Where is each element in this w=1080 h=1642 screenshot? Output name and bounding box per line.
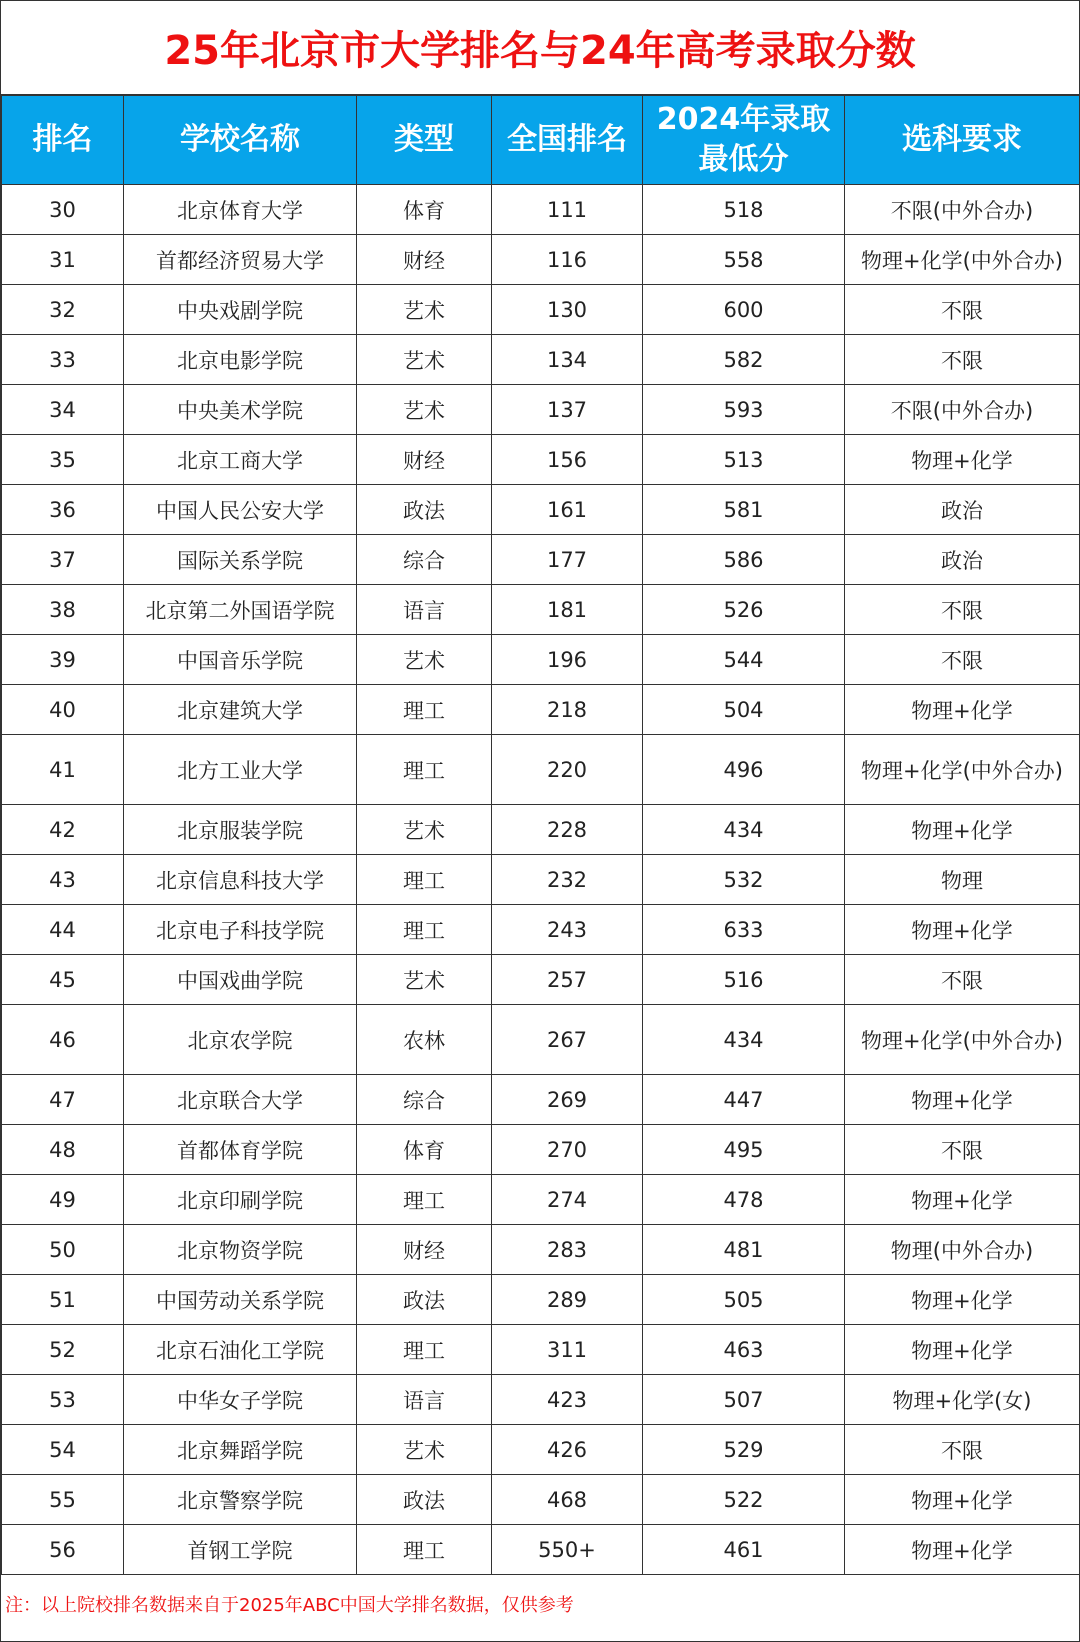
cell-type: 体育 — [357, 1125, 492, 1175]
cell-min-score: 593 — [643, 385, 845, 435]
cell-min-score: 516 — [643, 955, 845, 1005]
cell-min-score: 495 — [643, 1125, 845, 1175]
table-row — [2, 1425, 1080, 1475]
cell-type: 理工 — [357, 685, 492, 735]
cell-min-score: 504 — [643, 685, 845, 735]
cell-subject-requirement: 物理+化学 — [845, 685, 1080, 735]
table-row — [2, 585, 1080, 635]
cell-type: 理工 — [357, 735, 492, 805]
header-school-name: 学校名称 — [124, 96, 357, 185]
cell-national-rank: 181 — [492, 585, 643, 635]
cell-type: 艺术 — [357, 285, 492, 335]
table-row — [2, 955, 1080, 1005]
table-row — [2, 335, 1080, 385]
cell-rank: 48 — [2, 1125, 124, 1175]
table-row — [2, 435, 1080, 485]
cell-school-name: 中国戏曲学院 — [124, 955, 357, 1005]
table-row — [2, 1075, 1080, 1125]
cell-school-name: 中华女子学院 — [124, 1375, 357, 1425]
cell-rank: 55 — [2, 1475, 124, 1525]
table-row — [2, 905, 1080, 955]
cell-rank: 41 — [2, 735, 124, 805]
cell-type: 体育 — [357, 185, 492, 235]
cell-national-rank: 111 — [492, 185, 643, 235]
cell-school-name: 北京信息科技大学 — [124, 855, 357, 905]
cell-subject-requirement: 物理+化学 — [845, 1325, 1080, 1375]
cell-school-name: 北京建筑大学 — [124, 685, 357, 735]
cell-rank: 45 — [2, 955, 124, 1005]
table-row — [2, 1125, 1080, 1175]
cell-national-rank: 468 — [492, 1475, 643, 1525]
cell-national-rank: 156 — [492, 435, 643, 485]
table-row — [2, 235, 1080, 285]
cell-national-rank: 218 — [492, 685, 643, 735]
cell-type: 理工 — [357, 855, 492, 905]
cell-type: 语言 — [357, 585, 492, 635]
table-row — [2, 185, 1080, 235]
cell-type: 政法 — [357, 1275, 492, 1325]
cell-national-rank: 161 — [492, 485, 643, 535]
table-row — [2, 685, 1080, 735]
cell-rank: 32 — [2, 285, 124, 335]
cell-school-name: 北京第二外国语学院 — [124, 585, 357, 635]
cell-school-name: 中国音乐学院 — [124, 635, 357, 685]
ranking-table — [1, 95, 1080, 1575]
cell-min-score: 496 — [643, 735, 845, 805]
cell-rank: 31 — [2, 235, 124, 285]
cell-type: 艺术 — [357, 335, 492, 385]
cell-subject-requirement: 政治 — [845, 485, 1080, 535]
cell-school-name: 国际关系学院 — [124, 535, 357, 585]
cell-school-name: 北京舞蹈学院 — [124, 1425, 357, 1475]
cell-school-name: 中国劳动关系学院 — [124, 1275, 357, 1325]
cell-national-rank: 274 — [492, 1175, 643, 1225]
cell-rank: 49 — [2, 1175, 124, 1225]
cell-national-rank: 423 — [492, 1375, 643, 1425]
page-title: 25年北京市大学排名与24年高考录取分数 — [1, 1, 1079, 95]
cell-national-rank: 196 — [492, 635, 643, 685]
cell-subject-requirement: 物理(中外合办) — [845, 1225, 1080, 1275]
cell-national-rank: 220 — [492, 735, 643, 805]
table-header-row — [2, 96, 1080, 185]
table-row — [2, 1375, 1080, 1425]
cell-school-name: 中央戏剧学院 — [124, 285, 357, 335]
cell-min-score: 586 — [643, 535, 845, 585]
cell-min-score: 581 — [643, 485, 845, 535]
header-national-rank: 全国排名 — [492, 96, 643, 185]
cell-subject-requirement: 物理+化学(中外合办) — [845, 735, 1080, 805]
cell-rank: 47 — [2, 1075, 124, 1125]
cell-national-rank: 311 — [492, 1325, 643, 1375]
table-row — [2, 1525, 1080, 1575]
cell-school-name: 中国人民公安大学 — [124, 485, 357, 535]
cell-min-score: 481 — [643, 1225, 845, 1275]
cell-subject-requirement: 物理+化学 — [845, 905, 1080, 955]
cell-min-score: 518 — [643, 185, 845, 235]
cell-national-rank: 116 — [492, 235, 643, 285]
cell-rank: 37 — [2, 535, 124, 585]
cell-school-name: 北京物资学院 — [124, 1225, 357, 1275]
table-row — [2, 1175, 1080, 1225]
cell-min-score: 522 — [643, 1475, 845, 1525]
cell-rank: 42 — [2, 805, 124, 855]
cell-subject-requirement: 物理+化学(女) — [845, 1375, 1080, 1425]
cell-type: 综合 — [357, 535, 492, 585]
cell-subject-requirement: 不限 — [845, 285, 1080, 335]
cell-school-name: 北京工商大学 — [124, 435, 357, 485]
cell-national-rank: 130 — [492, 285, 643, 335]
cell-subject-requirement: 不限 — [845, 1125, 1080, 1175]
cell-national-rank: 267 — [492, 1005, 643, 1075]
cell-rank: 56 — [2, 1525, 124, 1575]
cell-type: 艺术 — [357, 385, 492, 435]
cell-type: 理工 — [357, 1325, 492, 1375]
cell-rank: 53 — [2, 1375, 124, 1425]
cell-rank: 40 — [2, 685, 124, 735]
cell-min-score: 633 — [643, 905, 845, 955]
cell-type: 艺术 — [357, 805, 492, 855]
header-type: 类型 — [357, 96, 492, 185]
cell-school-name: 北京警察学院 — [124, 1475, 357, 1525]
table-row — [2, 1225, 1080, 1275]
cell-type: 财经 — [357, 235, 492, 285]
cell-rank: 43 — [2, 855, 124, 905]
table-row — [2, 735, 1080, 805]
cell-school-name: 北京电子科技学院 — [124, 905, 357, 955]
cell-subject-requirement: 物理 — [845, 855, 1080, 905]
cell-school-name: 首都体育学院 — [124, 1125, 357, 1175]
cell-subject-requirement: 不限 — [845, 635, 1080, 685]
table-row — [2, 1275, 1080, 1325]
cell-school-name: 北京电影学院 — [124, 335, 357, 385]
cell-national-rank: 269 — [492, 1075, 643, 1125]
table-row — [2, 1475, 1080, 1525]
cell-rank: 36 — [2, 485, 124, 535]
cell-subject-requirement: 不限 — [845, 335, 1080, 385]
cell-national-rank: 228 — [492, 805, 643, 855]
header-subject-requirement: 选科要求 — [845, 96, 1080, 185]
cell-subject-requirement: 物理+化学 — [845, 1075, 1080, 1125]
cell-school-name: 首都经济贸易大学 — [124, 235, 357, 285]
cell-national-rank: 289 — [492, 1275, 643, 1325]
cell-min-score: 582 — [643, 335, 845, 385]
cell-min-score: 507 — [643, 1375, 845, 1425]
cell-rank: 33 — [2, 335, 124, 385]
cell-type: 艺术 — [357, 1425, 492, 1475]
cell-type: 政法 — [357, 1475, 492, 1525]
cell-subject-requirement: 物理+化学 — [845, 1475, 1080, 1525]
cell-subject-requirement: 物理+化学 — [845, 1525, 1080, 1575]
cell-min-score: 463 — [643, 1325, 845, 1375]
cell-type: 理工 — [357, 905, 492, 955]
cell-national-rank: 134 — [492, 335, 643, 385]
cell-subject-requirement: 物理+化学 — [845, 805, 1080, 855]
cell-type: 艺术 — [357, 955, 492, 1005]
cell-school-name: 北京体育大学 — [124, 185, 357, 235]
cell-min-score: 478 — [643, 1175, 845, 1225]
footnote: 注：以上院校排名数据来自于2025年ABC中国大学排名数据，仅供参考 — [5, 1595, 574, 1616]
cell-rank: 30 — [2, 185, 124, 235]
cell-min-score: 434 — [643, 1005, 845, 1075]
cell-national-rank: 177 — [492, 535, 643, 585]
cell-subject-requirement: 不限 — [845, 585, 1080, 635]
cell-national-rank: 270 — [492, 1125, 643, 1175]
cell-rank: 34 — [2, 385, 124, 435]
cell-min-score: 526 — [643, 585, 845, 635]
cell-subject-requirement: 政治 — [845, 535, 1080, 585]
header-min-score: 2024年录取 最低分 — [643, 96, 845, 185]
cell-school-name: 北京印刷学院 — [124, 1175, 357, 1225]
table-row — [2, 1005, 1080, 1075]
cell-type: 理工 — [357, 1175, 492, 1225]
cell-subject-requirement: 不限(中外合办) — [845, 185, 1080, 235]
cell-national-rank: 257 — [492, 955, 643, 1005]
cell-min-score: 447 — [643, 1075, 845, 1125]
cell-min-score: 532 — [643, 855, 845, 905]
header-rank: 排名 — [2, 96, 124, 185]
cell-rank: 51 — [2, 1275, 124, 1325]
cell-national-rank: 426 — [492, 1425, 643, 1475]
cell-national-rank: 243 — [492, 905, 643, 955]
cell-rank: 52 — [2, 1325, 124, 1375]
cell-national-rank: 137 — [492, 385, 643, 435]
cell-rank: 38 — [2, 585, 124, 635]
cell-school-name: 首钢工学院 — [124, 1525, 357, 1575]
cell-subject-requirement: 物理+化学 — [845, 435, 1080, 485]
cell-min-score: 558 — [643, 235, 845, 285]
cell-school-name: 北京联合大学 — [124, 1075, 357, 1125]
cell-type: 财经 — [357, 1225, 492, 1275]
cell-min-score: 461 — [643, 1525, 845, 1575]
cell-type: 财经 — [357, 435, 492, 485]
table-row — [2, 855, 1080, 905]
cell-school-name: 北京服装学院 — [124, 805, 357, 855]
cell-subject-requirement: 不限(中外合办) — [845, 385, 1080, 435]
cell-type: 农林 — [357, 1005, 492, 1075]
cell-type: 综合 — [357, 1075, 492, 1125]
cell-national-rank: 232 — [492, 855, 643, 905]
cell-school-name: 北京石油化工学院 — [124, 1325, 357, 1375]
cell-type: 语言 — [357, 1375, 492, 1425]
cell-subject-requirement: 不限 — [845, 1425, 1080, 1475]
cell-rank: 46 — [2, 1005, 124, 1075]
cell-subject-requirement: 物理+化学(中外合办) — [845, 235, 1080, 285]
cell-rank: 54 — [2, 1425, 124, 1475]
table-row — [2, 535, 1080, 585]
table-row — [2, 285, 1080, 335]
cell-min-score: 513 — [643, 435, 845, 485]
cell-type: 理工 — [357, 1525, 492, 1575]
table-row — [2, 485, 1080, 535]
table-row — [2, 385, 1080, 435]
table-row — [2, 805, 1080, 855]
cell-rank: 44 — [2, 905, 124, 955]
table-row — [2, 635, 1080, 685]
cell-school-name: 北京农学院 — [124, 1005, 357, 1075]
cell-min-score: 434 — [643, 805, 845, 855]
cell-subject-requirement: 不限 — [845, 955, 1080, 1005]
cell-min-score: 600 — [643, 285, 845, 335]
cell-national-rank: 283 — [492, 1225, 643, 1275]
cell-national-rank: 550+ — [492, 1525, 643, 1575]
cell-rank: 35 — [2, 435, 124, 485]
cell-min-score: 544 — [643, 635, 845, 685]
cell-type: 政法 — [357, 485, 492, 535]
cell-subject-requirement: 物理+化学 — [845, 1275, 1080, 1325]
cell-school-name: 中央美术学院 — [124, 385, 357, 435]
cell-min-score: 505 — [643, 1275, 845, 1325]
cell-subject-requirement: 物理+化学 — [845, 1175, 1080, 1225]
cell-rank: 39 — [2, 635, 124, 685]
cell-type: 艺术 — [357, 635, 492, 685]
table-row — [2, 1325, 1080, 1375]
cell-subject-requirement: 物理+化学(中外合办) — [845, 1005, 1080, 1075]
cell-school-name: 北方工业大学 — [124, 735, 357, 805]
cell-rank: 50 — [2, 1225, 124, 1275]
table-body — [2, 185, 1080, 1575]
cell-min-score: 529 — [643, 1425, 845, 1475]
